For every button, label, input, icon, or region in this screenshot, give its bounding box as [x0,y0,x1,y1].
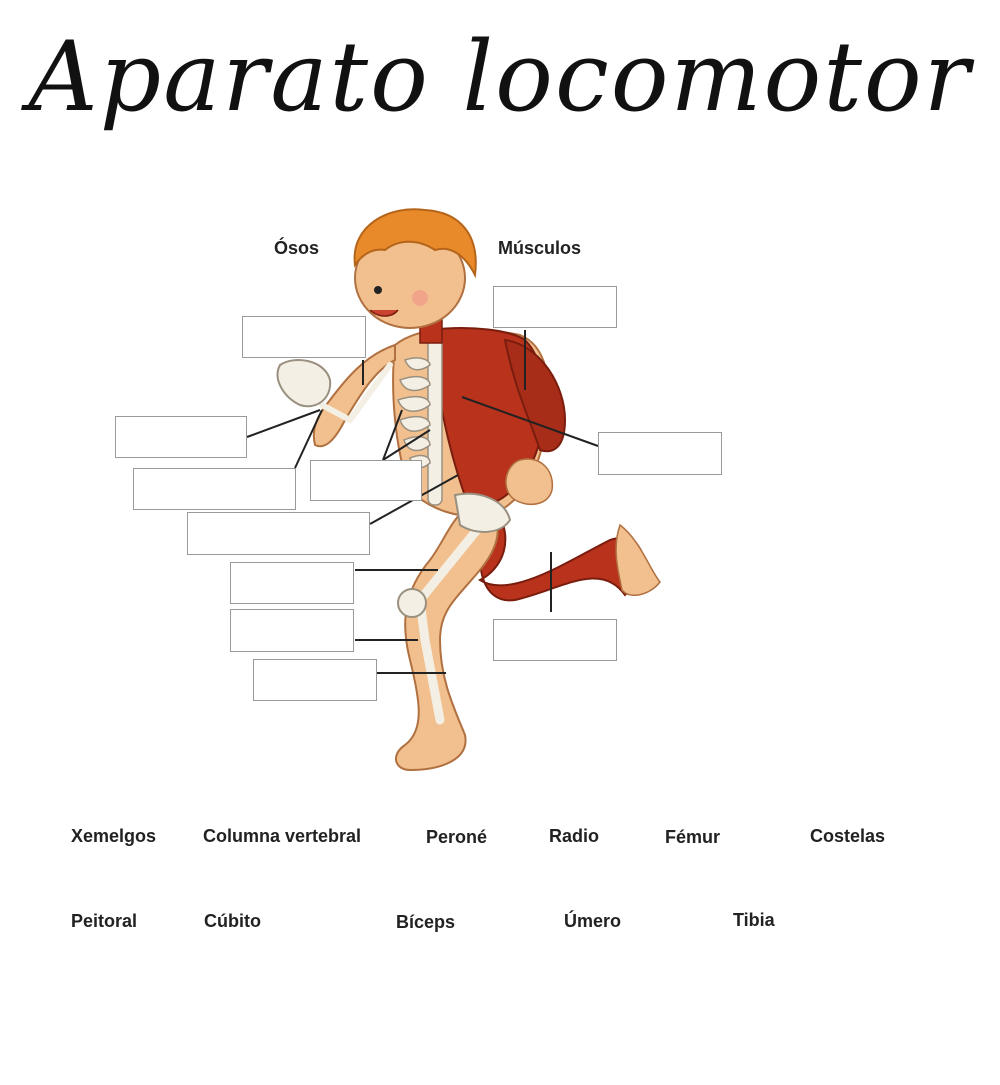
cheek [412,290,428,306]
word-femur[interactable]: Fémur [665,827,721,847]
answer-box-bone-4[interactable] [310,460,422,501]
page-title: Aparato locomotor [28,21,972,133]
answer-box-bone-1[interactable] [242,316,366,358]
muscles-label: Músculos [498,238,582,258]
left-hand [278,360,331,406]
answer-box-bone-5[interactable] [187,512,370,555]
answer-box-bone-3[interactable] [133,468,296,510]
answer-box-bone-6[interactable] [230,562,354,604]
word-tibia[interactable]: Tibia [733,910,775,930]
answer-box-muscle-3[interactable] [493,619,617,661]
word-perone[interactable]: Peroné [426,827,488,847]
front-leg [396,505,498,770]
word-radio[interactable]: Radio [549,826,600,846]
back-foot [616,525,660,595]
bones-label: Ósos [274,238,320,258]
answer-box-bone-7[interactable] [230,609,354,652]
word-xemelgos[interactable]: Xemelgos [71,826,157,846]
answer-box-muscle-1[interactable] [493,286,617,328]
kneecap [398,589,426,617]
word-costelas[interactable]: Costelas [810,826,886,846]
answer-box-bone-2[interactable] [115,416,247,458]
word-columna-vertebral[interactable]: Columna vertebral [203,826,362,846]
hand-right [506,459,552,504]
answer-box-bone-8[interactable] [253,659,377,701]
word-peitoral[interactable]: Peitoral [71,911,138,931]
word-biceps[interactable]: Bíceps [396,912,456,932]
word-cubito[interactable]: Cúbito [204,911,261,931]
word-umero[interactable]: Úmero [564,911,622,931]
eye [374,286,382,294]
answer-box-muscle-2[interactable] [598,432,722,475]
